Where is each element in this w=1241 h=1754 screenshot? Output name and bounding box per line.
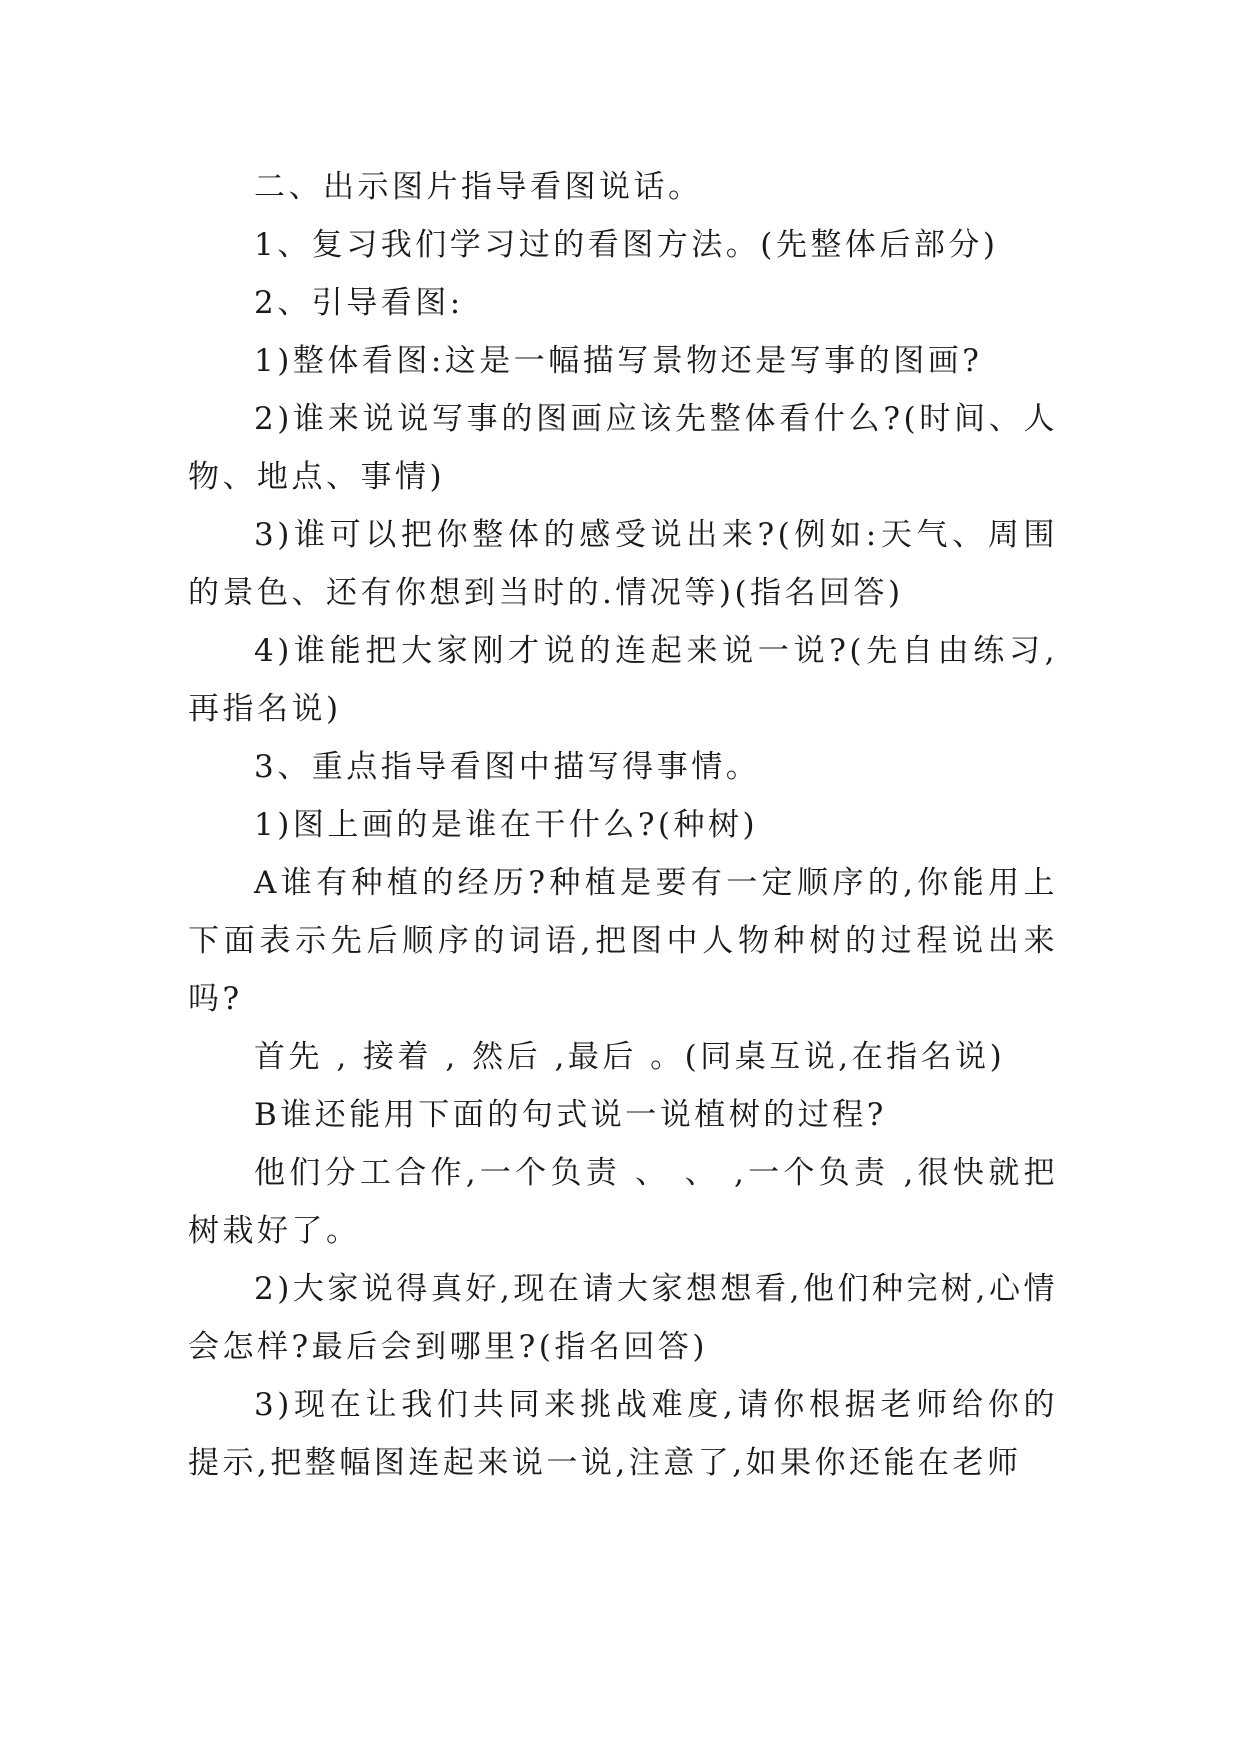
- paragraph: 2、引导看图:: [254, 285, 464, 321]
- paragraph: 3)现在让我们共同来挑战难度,请你根据老师给你的提示,把整幅图连起来说一说,注意了,如果你还能在老师: [188, 1387, 1058, 1481]
- paragraph: 首先 , 接着 , 然后 ,最后 。(同桌互说,在指名说): [254, 1039, 1006, 1075]
- paragraph: 他们分工合作,一个负责 、 、 ,一个负责 ,很快就把树栽好了。: [188, 1155, 1058, 1249]
- paragraph: 3)谁可以把你整体的感受说出来?(例如:天气、周围的景色、还有你想到当时的.情况等)(指名回答): [188, 517, 1058, 611]
- paragraph: 2)谁来说说写事的图画应该先整体看什么?(时间、人物、地点、事情): [188, 401, 1058, 495]
- paragraph: 1)整体看图:这是一幅描写景物还是写事的图画?: [254, 343, 983, 379]
- paragraph: 二、出示图片指导看图说话。: [254, 169, 703, 205]
- paragraph: A谁有种植的经历?种植是要有一定顺序的,你能用上下面表示先后顺序的词语,把图中人物种树的过程说出来吗?: [188, 865, 1058, 1017]
- paragraph: 1、复习我们学习过的看图方法。(先整体后部分): [254, 227, 999, 263]
- paragraph: 2)大家说得真好,现在请大家想想看,他们种完树,心情会怎样?最后会到哪里?(指名回答): [188, 1271, 1058, 1365]
- paragraph: 3、重点指导看图中描写得事情。: [254, 749, 761, 785]
- paragraph: 4)谁能把大家刚才说的连起来说一说?(先自由练习,再指名说): [188, 633, 1058, 727]
- document-body: [188, 158, 1058, 1492]
- paragraph: B谁还能用下面的句式说一说植树的过程?: [254, 1097, 887, 1133]
- paragraph: 1)图上画的是谁在干什么?(种树): [254, 807, 759, 843]
